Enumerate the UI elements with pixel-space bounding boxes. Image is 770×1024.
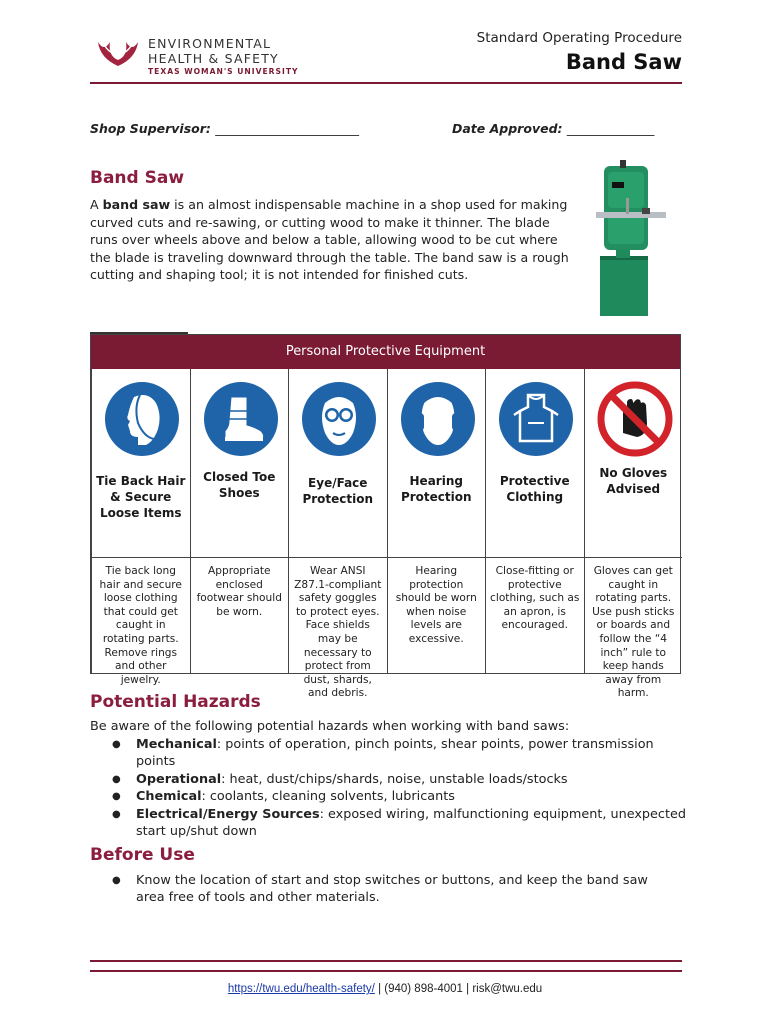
ppe-item-clothing bbox=[485, 369, 584, 673]
ppe-table bbox=[90, 334, 681, 700]
ppe-table-header: Personal Protective Equipment bbox=[91, 335, 680, 369]
goggles-icon bbox=[301, 381, 377, 457]
ppe-item-hearing bbox=[387, 369, 486, 673]
shop-supervisor-label: Shop Supervisor: bbox=[90, 121, 211, 136]
hazard-item bbox=[112, 806, 687, 841]
footer-phone: (940) 898-4001 bbox=[384, 983, 463, 995]
ppe-desc-hearing: Hearing protection should be worn when noise levels are excessive. bbox=[395, 565, 477, 645]
footer-email[interactable]: risk@twu.edu bbox=[472, 983, 543, 995]
earmuffs-icon bbox=[400, 381, 476, 457]
ppe-row-divider bbox=[92, 557, 190, 558]
ppe-desc-clothing: Close-fitting or protective clothing, such as an apron, is encouraged. bbox=[490, 565, 580, 632]
ppe-desc-eye: Wear ANSI Z87.1-compliant safety goggles to protect eyes. Face shields may be necessary to protect from dust, shards, and debris. bbox=[294, 565, 382, 700]
footer-divider-top bbox=[90, 960, 682, 962]
footer bbox=[0, 983, 770, 995]
hazard-term: Operational bbox=[136, 771, 222, 787]
ppe-desc-shoes: Appropriate enclosed footwear should be worn. bbox=[196, 565, 282, 618]
hair-tie-icon bbox=[104, 381, 180, 457]
before-use-heading: Before Use bbox=[90, 845, 195, 865]
date-approved-field[interactable] bbox=[452, 121, 654, 136]
document-title: Band Saw bbox=[565, 50, 682, 74]
ppe-row-divider bbox=[388, 557, 486, 558]
logo-line-2: HEALTH & SAFETY bbox=[148, 51, 279, 66]
hazard-item bbox=[112, 736, 687, 771]
hazard-item bbox=[112, 771, 687, 788]
document-header bbox=[92, 28, 682, 84]
hazards-heading: Potential Hazards bbox=[90, 692, 261, 712]
apron-icon bbox=[498, 381, 574, 457]
date-approved-blank[interactable]: ______________ bbox=[566, 121, 655, 136]
header-divider bbox=[90, 82, 682, 84]
hazard-term: Mechanical bbox=[136, 737, 217, 752]
footer-separator: | bbox=[378, 983, 382, 995]
ppe-label-gloves: No Gloves Advised bbox=[599, 466, 668, 496]
ppe-row-divider bbox=[585, 557, 683, 558]
logo-line-3: TEXAS WOMAN'S UNIVERSITY bbox=[148, 67, 299, 76]
hazards-list bbox=[112, 736, 687, 840]
footer-separator: | bbox=[466, 983, 470, 995]
boot-icon bbox=[203, 381, 279, 457]
no-gloves-icon bbox=[597, 381, 673, 457]
logo-line-1: ENVIRONMENTAL bbox=[148, 36, 272, 51]
ppe-row-divider bbox=[486, 557, 584, 558]
document-type: Standard Operating Procedure bbox=[476, 30, 682, 46]
ppe-desc-hair: Tie back long hair and secure loose clothing that could get caught in rotating parts. Remove rings and other jewelry. bbox=[99, 565, 182, 686]
ppe-item-gloves bbox=[584, 369, 683, 700]
hazard-text: : points of operation, pinch points, shear points, power transmission points bbox=[136, 737, 654, 770]
hazard-term: Chemical bbox=[136, 789, 202, 805]
hazard-text: : heat, dust/chips/shards, noise, unstable loads/stocks bbox=[221, 771, 568, 787]
band-saw-image bbox=[590, 158, 670, 318]
ppe-item-hair bbox=[91, 369, 190, 686]
ppe-item-shoes bbox=[190, 369, 289, 673]
hazard-text: : coolants, cleaning solvents, lubricants bbox=[201, 789, 455, 805]
date-approved-label: Date Approved: bbox=[452, 121, 563, 136]
intro-paragraph bbox=[90, 196, 580, 284]
ppe-row-divider bbox=[191, 557, 289, 558]
intro-body: is an almost indispensable machine in a shop used for making curved cuts and re-sawing, or cutting wood to make it thinner. The blade runs over wheels above and below a table, allowing wood to be cut where the blade is traveling downward through the table. The band saw is a rough cutting and shaping tool; it is not intended for finished cuts. bbox=[90, 197, 569, 283]
intro-term: band saw bbox=[102, 197, 171, 212]
intro-heading: Band Saw bbox=[90, 168, 185, 188]
before-use-list bbox=[112, 872, 672, 907]
ppe-row-divider bbox=[289, 557, 387, 558]
health-safety-link[interactable]: https://twu.edu/health-safety/ bbox=[227, 983, 375, 995]
before-use-item: ● Know the location of start and stop switches or buttons, and keep the band saw area free of tools and other materials. bbox=[112, 872, 672, 907]
intro-lead: A bbox=[90, 197, 99, 212]
ppe-label-hearing: Hearing Protection bbox=[400, 474, 472, 504]
shop-supervisor-field[interactable] bbox=[90, 121, 359, 136]
ehs-logo bbox=[96, 34, 299, 78]
ppe-label-shoes: Closed Toe Shoes bbox=[203, 470, 276, 500]
shop-supervisor-blank[interactable]: _______________________ bbox=[215, 121, 360, 136]
hazard-term: Electrical/Energy Sources bbox=[136, 806, 320, 822]
ppe-label-hair: Tie Back Hair & Secure Loose Items bbox=[96, 474, 186, 520]
twu-logo-icon bbox=[96, 38, 140, 68]
hazard-item bbox=[112, 788, 687, 805]
ppe-item-eye bbox=[288, 369, 387, 700]
hazards-intro: Be aware of the following potential hazards when working with band saws: bbox=[90, 719, 570, 734]
ppe-label-eye: Eye/Face Protection bbox=[302, 476, 374, 506]
ppe-desc-gloves: Gloves can get caught in rotating parts. Use push sticks or boards and follow the “4 inch” rule to keep hands away from harm. bbox=[592, 565, 675, 700]
ppe-label-clothing: Protective Clothing bbox=[499, 474, 570, 504]
footer-divider-bottom bbox=[90, 970, 682, 972]
hazard-text: : exposed wiring, malfunctioning equipment, unexpected start up/shut down bbox=[136, 806, 686, 840]
